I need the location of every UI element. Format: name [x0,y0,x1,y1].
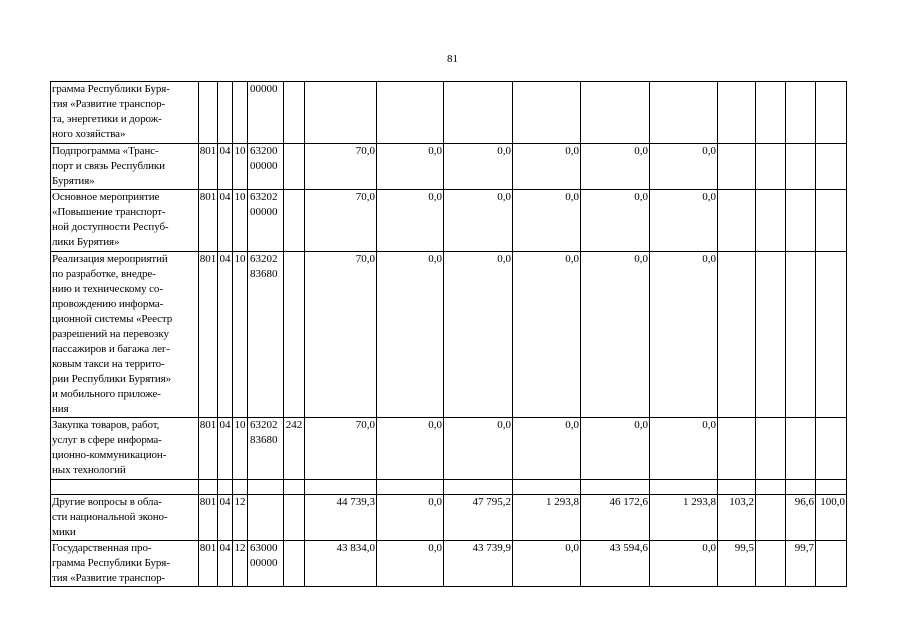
percent-3 [816,541,847,587]
pr-code: 10 [233,418,248,480]
percent-2 [786,82,816,144]
spacer-cell [581,480,650,495]
expense-type [284,252,305,418]
row-name: Реализация мероприятий по разработке, внедре- нию и техническому со- провождению информа- ционной системы «Реестр разрешений на перевозку пассажиров и багажа лег- ковым такси на террито- рии Республики Бурятия» и мобильного приложе- ния [51,252,199,418]
rz-code: 04 [218,252,233,418]
rz-code: 04 [218,495,233,541]
spacer-cell [786,480,816,495]
empty-col [756,541,786,587]
percent-1 [718,418,756,480]
spacer-cell [199,480,218,495]
value-5 [581,82,650,144]
spacer-cell [284,480,305,495]
spacer-cell [513,480,581,495]
row-name: Закупка товаров, работ, услуг в сфере информа- ционно-коммуникацион- ных технологий [51,418,199,480]
empty-col [756,82,786,144]
value-5: 0,0 [581,418,650,480]
empty-col [756,418,786,480]
grbs-code: 801 [199,541,218,587]
value-3: 43 739,9 [444,541,513,587]
row-name: грамма Республики Буря- тия «Развитие транспор- та, энергетики и дорож- ного хозяйства» [51,82,199,144]
row-name: Государственная про- грамма Республики Буря- тия «Развитие транспор- [51,541,199,587]
percent-2: 99,7 [786,541,816,587]
spacer-cell [816,480,847,495]
percent-3 [816,252,847,418]
grbs-code [199,82,218,144]
table-row [51,252,847,418]
target-article: 63000 00000 [248,541,284,587]
value-3: 47 795,2 [444,495,513,541]
percent-3 [816,82,847,144]
percent-3 [816,418,847,480]
spacer-cell [248,480,284,495]
expense-type [284,541,305,587]
value-2: 0,0 [377,144,444,190]
empty-col [756,252,786,418]
table-row [51,418,847,480]
percent-2 [786,190,816,252]
spacer-cell [305,480,377,495]
expense-type [284,144,305,190]
expense-type [284,190,305,252]
value-4: 0,0 [513,418,581,480]
table-row [51,541,847,587]
pr-code: 12 [233,495,248,541]
value-2 [377,82,444,144]
spacer-cell [233,480,248,495]
row-name: Подпрограмма «Транс- порт и связь Республики Бурятия» [51,144,199,190]
rz-code: 04 [218,190,233,252]
percent-3 [816,144,847,190]
value-1: 43 834,0 [305,541,377,587]
value-4: 0,0 [513,190,581,252]
percent-1 [718,82,756,144]
row-name: Основное мероприятие «Повышение транспорт- ной доступности Респуб- лики Бурятия» [51,190,199,252]
value-6: 0,0 [650,252,718,418]
spacer-row [51,480,847,495]
value-4: 1 293,8 [513,495,581,541]
rz-code: 04 [218,541,233,587]
value-2: 0,0 [377,541,444,587]
empty-col [756,190,786,252]
spacer-cell [51,480,199,495]
value-4: 0,0 [513,252,581,418]
value-1: 44 739,3 [305,495,377,541]
page-number: 81 [447,53,458,65]
value-6: 0,0 [650,418,718,480]
target-article: 63202 83680 [248,418,284,480]
spacer-cell [756,480,786,495]
target-article: 63202 00000 [248,190,284,252]
value-5: 0,0 [581,144,650,190]
value-2: 0,0 [377,190,444,252]
spacer-cell [718,480,756,495]
percent-1: 99,5 [718,541,756,587]
rz-code: 04 [218,144,233,190]
table-body [51,82,847,587]
expense-type: 242 [284,418,305,480]
grbs-code: 801 [199,418,218,480]
percent-3 [816,190,847,252]
expense-type [284,82,305,144]
value-5: 0,0 [581,252,650,418]
value-3: 0,0 [444,190,513,252]
percent-1: 103,2 [718,495,756,541]
row-name: Другие вопросы в обла- сти национальной эконо- мики [51,495,199,541]
spacer-cell [650,480,718,495]
pr-code [233,82,248,144]
value-6: 0,0 [650,190,718,252]
value-6: 0,0 [650,541,718,587]
target-article: 00000 [248,82,284,144]
percent-3: 100,0 [816,495,847,541]
value-3 [444,82,513,144]
empty-col [756,495,786,541]
table-row [51,82,847,144]
value-1: 70,0 [305,418,377,480]
value-3: 0,0 [444,418,513,480]
value-6: 1 293,8 [650,495,718,541]
value-6: 0,0 [650,144,718,190]
table-row [51,144,847,190]
table-row [51,190,847,252]
pr-code: 10 [233,190,248,252]
value-1: 70,0 [305,252,377,418]
percent-2 [786,252,816,418]
value-2: 0,0 [377,252,444,418]
empty-col [756,144,786,190]
value-6 [650,82,718,144]
spacer-cell [444,480,513,495]
target-article [248,495,284,541]
value-5: 46 172,6 [581,495,650,541]
value-2: 0,0 [377,495,444,541]
percent-1 [718,252,756,418]
value-3: 0,0 [444,252,513,418]
expense-type [284,495,305,541]
target-article: 63202 83680 [248,252,284,418]
percent-2 [786,144,816,190]
grbs-code: 801 [199,252,218,418]
spacer-cell [377,480,444,495]
value-1 [305,82,377,144]
value-2: 0,0 [377,418,444,480]
value-4: 0,0 [513,541,581,587]
pr-code: 10 [233,144,248,190]
table-row [51,495,847,541]
rz-code: 04 [218,418,233,480]
percent-1 [718,190,756,252]
budget-table [50,81,847,587]
value-3: 0,0 [444,144,513,190]
percent-1 [718,144,756,190]
percent-2: 96,6 [786,495,816,541]
rz-code [218,82,233,144]
value-1: 70,0 [305,144,377,190]
value-4: 0,0 [513,144,581,190]
spacer-cell [218,480,233,495]
percent-2 [786,418,816,480]
grbs-code: 801 [199,190,218,252]
value-1: 70,0 [305,190,377,252]
target-article: 63200 00000 [248,144,284,190]
pr-code: 12 [233,541,248,587]
value-4 [513,82,581,144]
grbs-code: 801 [199,495,218,541]
value-5: 43 594,6 [581,541,650,587]
grbs-code: 801 [199,144,218,190]
pr-code: 10 [233,252,248,418]
value-5: 0,0 [581,190,650,252]
